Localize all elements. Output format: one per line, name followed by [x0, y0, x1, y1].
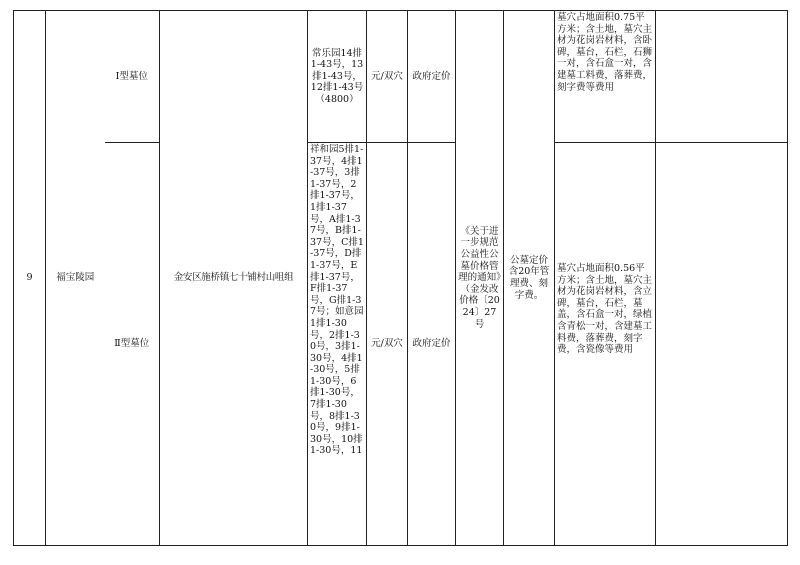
type-name: Ⅰ型墓位	[105, 11, 160, 143]
cemetery-name: 福宝陵园	[46, 11, 105, 546]
type-name: Ⅱ型墓位	[105, 143, 160, 546]
fee-note: 公墓定价含20年管理费、刻字费。	[504, 11, 555, 546]
table-row	[14, 11, 788, 143]
unit: 元/双穴	[367, 143, 408, 546]
table-row	[14, 143, 788, 546]
row-index: 9	[14, 11, 46, 546]
description: 墓穴占地面积0.75平方米；含土地，墓穴主材为花岗岩材料，含卧碑，墓台，石栏，石狮一对，含石盒一对，含建墓工料费，落葬费，刻字费等费用	[555, 11, 656, 143]
unit: 元/双穴	[367, 11, 408, 143]
pricing-method: 政府定价	[408, 11, 456, 143]
location: 金安区施桥镇七十铺村山咀组	[160, 11, 308, 546]
price-table	[13, 10, 788, 546]
description: 墓穴占地面积0.56平方米；含土地，墓穴主材为花岗岩材料，含立碑，墓台，石栏，墓盖，含石盒一对，绿植含青松一对，含建墓工料费，落葬费，刻字费，含瓷像等费用	[555, 143, 656, 546]
spec-text: 祥和园5排1-37号，4排1-37号，3排1-37号，2排1-37号，1排1-37号，A排1-37号，B排1-37号，C排1-37号，D排1-37号，E排1-37号，F排1-37号，G排1-37号；如意园1排1-30号，2排1-30号，3排1-30号，4排1-30号，5排1-30号，6排1-30号，7排1-30号，8排1-30号，9排1-30号，10排1-30号，11	[308, 143, 367, 546]
document-reference: 《关于进一步规范公益性公墓价格管理的通知》（金发改价格〔2024〕27号	[456, 11, 504, 546]
empty-cell	[656, 11, 788, 143]
pricing-method: 政府定价	[408, 143, 456, 546]
spec-text: 常乐园14排1-43号，13排1-43号，12排1-43号（4800）	[308, 11, 367, 143]
empty-cell	[656, 143, 788, 546]
